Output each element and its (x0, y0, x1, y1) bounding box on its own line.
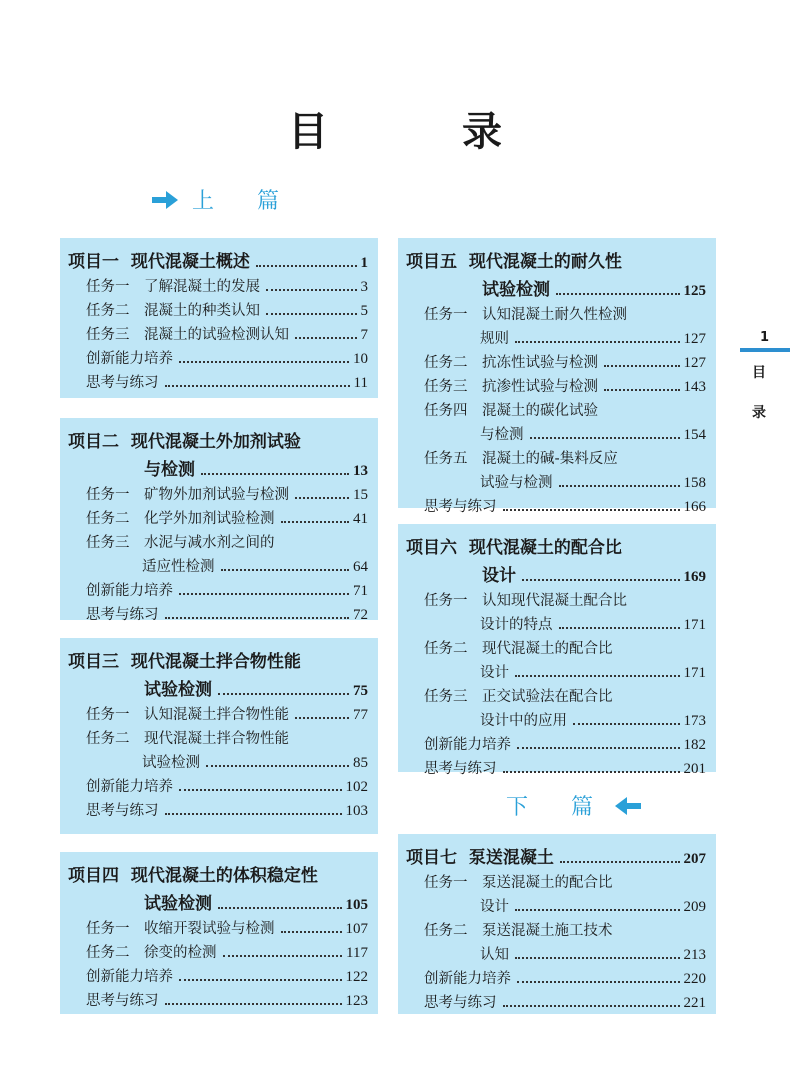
toc-item-cont-label: 与检测 (480, 427, 524, 443)
toc-item-label: 任务一 矿物外加剂试验与检测 (86, 487, 289, 503)
toc-item-page: 41 (353, 511, 368, 527)
project-page: 75 (353, 683, 368, 699)
toc-item-page: 209 (683, 899, 706, 915)
side-char-mu: 目 (752, 365, 766, 381)
leader-dots (515, 909, 680, 911)
toc-item-cont[interactable] (406, 706, 706, 730)
project-page: 169 (683, 569, 706, 585)
upper-section-text: 上 篇 (192, 189, 297, 214)
toc-item[interactable] (406, 868, 706, 892)
toc-item-page: 158 (683, 475, 706, 491)
toc-item-page: 64 (353, 559, 368, 575)
project-page: 207 (683, 851, 706, 867)
toc-item-page: 102 (345, 779, 368, 795)
toc-item-cont-label: 试验与检测 (480, 475, 553, 491)
leader-dots (179, 979, 342, 981)
toc-item-page: 107 (345, 921, 368, 937)
leader-dots (515, 957, 680, 959)
toc-item-page: 166 (683, 499, 706, 515)
toc-item-page: 171 (683, 665, 706, 681)
toc-item-page: 154 (683, 427, 706, 443)
leader-dots (503, 771, 680, 773)
toc-item-label: 任务一 认知混凝土耐久性检测 (424, 307, 627, 323)
toc-item[interactable] (68, 272, 368, 296)
project-title-cont-row[interactable] (68, 886, 368, 914)
leader-dots (165, 385, 350, 387)
toc-item-label: 思考与练习 (86, 993, 159, 1009)
leader-dots (165, 1003, 342, 1005)
lower-section-label (506, 790, 641, 821)
toc-item-label: 任务一 认知混凝土拌合物性能 (86, 707, 289, 723)
leader-dots (503, 1005, 680, 1007)
leader-dots (517, 747, 680, 749)
toc-item-label: 思考与练习 (424, 761, 497, 777)
toc-item-label: 创新能力培养 (86, 969, 173, 985)
leader-dots (179, 361, 349, 363)
toc-item-page: 15 (353, 487, 368, 503)
arrow-left-icon (615, 797, 641, 815)
project-title: 泵送混凝土 (468, 848, 554, 868)
leader-dots (522, 579, 680, 581)
toc-item-page: 77 (353, 707, 368, 723)
leader-dots (266, 313, 357, 315)
project-code: 项目七 (406, 848, 457, 868)
toc-item-cont-label: 设计 (480, 665, 509, 681)
project-title-row[interactable] (406, 840, 706, 868)
toc-item-label: 思考与练习 (86, 607, 159, 623)
project-title-row[interactable] (68, 858, 368, 886)
leader-dots (515, 341, 680, 343)
toc-item-page: 103 (345, 803, 368, 819)
leader-dots (165, 813, 342, 815)
project-title-line1: 现代混凝土的体积稳定性 (130, 866, 318, 886)
toc-item-label: 思考与练习 (86, 803, 159, 819)
leader-dots (295, 717, 349, 719)
leader-dots (281, 931, 342, 933)
project-title-line1: 现代混凝土的配合比 (468, 538, 622, 558)
lower-section-text: 下 篇 (506, 795, 611, 820)
project-title-line2: 与检测 (144, 460, 195, 480)
toc-item[interactable] (406, 300, 706, 324)
toc-item-cont[interactable] (406, 892, 706, 916)
upper-section-label (152, 184, 297, 215)
side-page-number: 1 (760, 330, 770, 345)
leader-dots (295, 337, 357, 339)
project-code: 项目五 (406, 252, 457, 272)
toc-item-page: 201 (683, 761, 706, 777)
toc-item-label: 创新能力培养 (86, 779, 173, 795)
project-box-1 (60, 238, 378, 398)
toc-item-label: 任务二 现代混凝土的配合比 (424, 641, 613, 657)
leader-dots (503, 509, 680, 511)
toc-item-label: 任务一 泵送混凝土的配合比 (424, 875, 613, 891)
toc-item-label: 任务三 抗渗性试验与检测 (424, 379, 598, 395)
project-box-2 (60, 418, 378, 623)
leader-dots (221, 569, 350, 571)
leader-dots (281, 521, 350, 523)
project-title-cont-row[interactable] (406, 558, 706, 586)
project-page: 13 (353, 463, 368, 479)
toc-item[interactable] (406, 916, 706, 940)
toc-item-page: 3 (360, 279, 368, 295)
toc-item-label: 创新能力培养 (424, 971, 511, 987)
project-title-line1: 现代混凝土拌合物性能 (130, 652, 301, 672)
toc-item-cont-label: 适应性检测 (142, 559, 215, 575)
leader-dots (206, 765, 349, 767)
project-title: 现代混凝土概述 (130, 252, 250, 272)
project-box-3 (60, 638, 378, 834)
toc-item[interactable] (406, 634, 706, 658)
toc-item-label: 任务二 徐变的检测 (86, 945, 217, 961)
toc-item-page: 182 (683, 737, 706, 753)
leader-dots (179, 593, 349, 595)
toc-item-cont-label: 设计的特点 (480, 617, 553, 633)
toc-item-page: 173 (683, 713, 706, 729)
toc-item[interactable] (68, 344, 368, 368)
leader-dots (295, 497, 349, 499)
project-title-line2: 试验检测 (482, 280, 550, 300)
toc-item[interactable] (406, 396, 706, 420)
project-code: 项目一 (68, 252, 119, 272)
toc-item-page: 127 (683, 355, 706, 371)
toc-item-page: 7 (360, 327, 368, 343)
toc-item[interactable] (406, 988, 706, 1012)
toc-item-label: 任务三 水泥与减水剂之间的 (86, 535, 275, 551)
project-box-4 (60, 852, 378, 1014)
leader-dots (604, 365, 680, 367)
arrow-right-icon (152, 191, 178, 209)
toc-item-label: 思考与练习 (424, 995, 497, 1011)
toc-item-page: 221 (683, 995, 706, 1011)
project-code: 项目六 (406, 538, 457, 558)
toc-item-cont[interactable] (68, 748, 368, 772)
toc-item-label: 创新能力培养 (86, 351, 173, 367)
toc-item-cont[interactable] (68, 552, 368, 576)
leader-dots (559, 627, 680, 629)
project-title-cont-row[interactable] (406, 272, 706, 300)
leader-dots (256, 265, 357, 267)
leader-dots (573, 723, 680, 725)
leader-dots (530, 437, 680, 439)
toc-item-label: 任务五 混凝土的碱-集料反应 (424, 451, 618, 467)
toc-item-cont-label: 设计中的应用 (480, 713, 567, 729)
toc-item-page: 123 (345, 993, 368, 1009)
project-title-row[interactable] (406, 244, 706, 272)
leader-dots (218, 693, 349, 695)
toc-item[interactable] (406, 586, 706, 610)
toc-item-cont[interactable] (406, 940, 706, 964)
side-bar (740, 348, 790, 352)
leader-dots (223, 955, 343, 957)
project-title-row[interactable] (68, 644, 368, 672)
toc-item[interactable] (68, 480, 368, 504)
leader-dots (515, 675, 680, 677)
toc-item[interactable] (406, 730, 706, 754)
toc-item[interactable] (406, 372, 706, 396)
toc-item[interactable] (406, 492, 706, 516)
leader-dots (560, 861, 680, 863)
project-page: 1 (360, 255, 368, 271)
toc-item-cont-label: 试验检测 (142, 755, 200, 771)
project-box-7 (398, 834, 716, 1014)
leader-dots (604, 389, 680, 391)
toc-item[interactable] (68, 938, 368, 962)
toc-item-label: 任务二 化学外加剂试验检测 (86, 511, 275, 527)
side-char-lu: 录 (752, 405, 766, 421)
project-title-cont-row[interactable] (68, 672, 368, 700)
toc-item-page: 127 (683, 331, 706, 347)
toc-item[interactable] (68, 528, 368, 552)
toc-item-page: 171 (683, 617, 706, 633)
leader-dots (517, 981, 680, 983)
toc-item[interactable] (406, 964, 706, 988)
toc-item[interactable] (68, 796, 368, 820)
leader-dots (559, 485, 680, 487)
toc-item-cont[interactable] (406, 468, 706, 492)
toc-item-cont[interactable] (406, 324, 706, 348)
toc-item-label: 创新能力培养 (86, 583, 173, 599)
project-title-cont-row[interactable] (68, 452, 368, 480)
toc-item[interactable] (68, 600, 368, 624)
toc-item[interactable] (68, 296, 368, 320)
toc-item[interactable] (68, 962, 368, 986)
toc-item-page: 71 (353, 583, 368, 599)
toc-item[interactable] (68, 986, 368, 1010)
toc-item-cont-label: 规则 (480, 331, 509, 347)
toc-item-page: 220 (683, 971, 706, 987)
toc-item-label: 任务三 混凝土的试验检测认知 (86, 327, 289, 343)
toc-item-page: 117 (346, 945, 368, 961)
toc-item-label: 任务四 混凝土的碳化试验 (424, 403, 598, 419)
toc-item-label: 任务二 混凝土的种类认知 (86, 303, 260, 319)
toc-item-cont-label: 设计 (480, 899, 509, 915)
toc-item-label: 任务一 收缩开裂试验与检测 (86, 921, 275, 937)
toc-item[interactable] (406, 682, 706, 706)
toc-item-cont[interactable] (406, 420, 706, 444)
toc-item[interactable] (68, 914, 368, 938)
toc-item[interactable] (406, 444, 706, 468)
toc-item-page: 85 (353, 755, 368, 771)
project-page: 125 (683, 283, 706, 299)
toc-item[interactable] (68, 504, 368, 528)
project-title-row[interactable] (68, 424, 368, 452)
project-title-line2: 试验检测 (144, 894, 212, 914)
project-title-line1: 现代混凝土的耐久性 (468, 252, 622, 272)
toc-item-cont-label: 认知 (480, 947, 509, 963)
toc-item[interactable] (68, 724, 368, 748)
toc-item-label: 思考与练习 (424, 499, 497, 515)
project-code: 项目二 (68, 432, 119, 452)
toc-item-cont[interactable] (406, 610, 706, 634)
toc-item[interactable] (68, 700, 368, 724)
toc-item-page: 5 (360, 303, 368, 319)
project-title-row[interactable] (68, 244, 368, 272)
toc-item-page: 11 (353, 375, 368, 391)
toc-item-page: 10 (353, 351, 368, 367)
toc-item-label: 任务二 抗冻性试验与检测 (424, 355, 598, 371)
project-box-6 (398, 524, 716, 777)
project-title-line1: 现代混凝土外加剂试验 (130, 432, 301, 452)
toc-item[interactable] (406, 754, 706, 778)
toc-item-page: 213 (683, 947, 706, 963)
project-page: 105 (345, 897, 368, 913)
leader-dots (165, 617, 350, 619)
toc-item-label: 思考与练习 (86, 375, 159, 391)
project-box-5 (398, 238, 716, 515)
toc-item[interactable] (68, 368, 368, 392)
leader-dots (179, 789, 342, 791)
project-code: 项目四 (68, 866, 119, 886)
project-title-line2: 设计 (482, 566, 516, 586)
toc-item-label: 任务二 现代混凝土拌合物性能 (86, 731, 289, 747)
leader-dots (266, 289, 357, 291)
toc-item-label: 任务一 了解混凝土的发展 (86, 279, 260, 295)
project-code: 项目三 (68, 652, 119, 672)
toc-item[interactable] (68, 772, 368, 796)
toc-item[interactable] (68, 320, 368, 344)
toc-item[interactable] (68, 576, 368, 600)
project-title-line2: 试验检测 (144, 680, 212, 700)
toc-item[interactable] (406, 348, 706, 372)
leader-dots (556, 293, 680, 295)
toc-item-label: 任务一 认知现代混凝土配合比 (424, 593, 627, 609)
page-title: 目 录 (288, 109, 562, 155)
toc-item-cont[interactable] (406, 658, 706, 682)
toc-item-page: 72 (353, 607, 368, 623)
toc-item-page: 122 (345, 969, 368, 985)
toc-item-label: 任务二 泵送混凝土施工技术 (424, 923, 613, 939)
leader-dots (201, 473, 349, 475)
toc-item-page: 143 (683, 379, 706, 395)
toc-item-label: 任务三 正交试验法在配合比 (424, 689, 613, 705)
toc-item-label: 创新能力培养 (424, 737, 511, 753)
leader-dots (218, 907, 342, 909)
project-title-row[interactable] (406, 530, 706, 558)
